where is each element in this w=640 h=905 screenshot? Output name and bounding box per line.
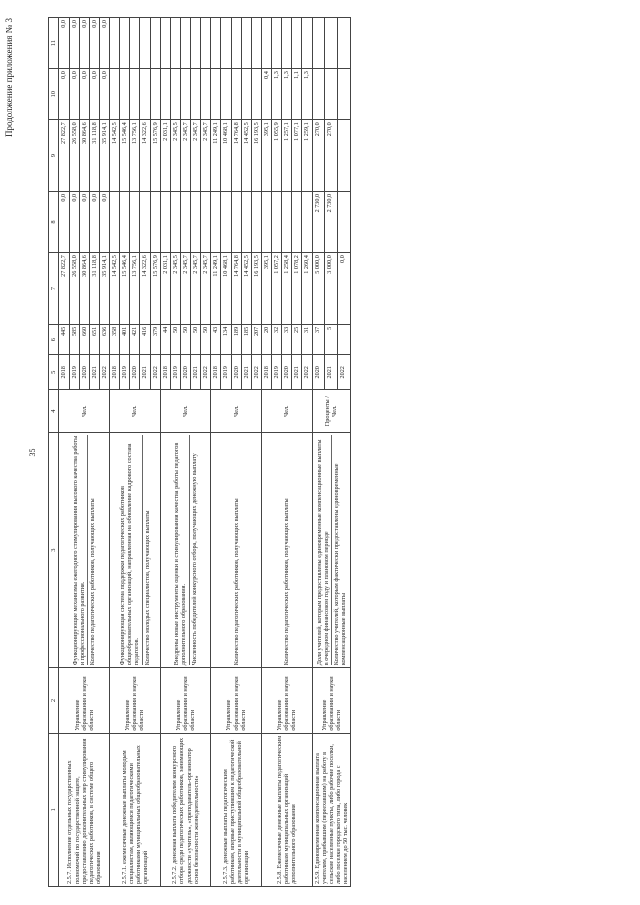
year-cell: 2021 [292,355,302,390]
total-cell: 2 345,7 [180,253,190,325]
local-budget-cell [201,69,211,120]
other-sources-cell [170,18,180,69]
year-cell: 2019 [120,355,130,390]
local-budget-cell [325,69,338,120]
federal-budget-cell [282,191,292,252]
local-budget-cell [241,69,251,120]
total-cell: 15 546,4 [120,253,130,325]
total-cell: 35 914,1 [99,253,109,325]
appendix-label: Продолжение приложения № 3 [4,18,14,138]
other-sources-cell [302,18,312,69]
total-cell: 27 822,7 [59,253,69,325]
indicator-value-cell: 651 [89,324,99,355]
other-sources-cell [231,18,241,69]
regional-budget-cell: 14 452,5 [241,120,251,192]
year-cell: 2022 [150,355,160,390]
year-cell: 2018 [211,355,221,390]
federal-budget-cell [160,191,170,252]
indicator-value-cell: 189 [231,324,241,355]
federal-budget-cell: 2 730,0 [325,191,338,252]
table-row [160,18,170,887]
regional-budget-cell: 35 914,1 [99,120,109,192]
executor-cell: Управление образования и науки области [110,668,161,733]
other-sources-cell [272,18,282,69]
total-cell: 16 193,5 [251,253,261,325]
total-cell: 1 258,4 [282,253,292,325]
year-cell: 2021 [191,355,201,390]
other-sources-cell [120,18,130,69]
local-budget-cell: 1,3 [272,69,282,120]
year-cell: 2021 [140,355,150,390]
indicator-cell [160,433,211,668]
year-cell: 2020 [231,355,241,390]
other-sources-cell [180,18,190,69]
regional-budget-cell: 16 193,5 [251,120,261,192]
indicator-value-cell: 379 [150,324,160,355]
col-header: 8 [49,191,59,252]
local-budget-cell [211,69,221,120]
indicator-cell [312,433,351,668]
indicator-text: Функционирующая система поддержки педагогических работников общеобразовательных организаций, направленная на обновление кадрового состава педагогов. [119,443,141,666]
table-body [59,18,351,887]
local-budget-cell [110,69,120,120]
year-cell: 2022 [338,355,351,390]
executor-cell: Управление образования и науки области [160,668,211,733]
local-budget-cell: 1,1 [292,69,302,120]
regional-budget-cell: 1 055,9 [272,120,282,192]
local-budget-cell: 0,0 [99,69,109,120]
indicator-value-cell: 50 [170,324,180,355]
indicator-value-cell: 50 [191,324,201,355]
indicator-value-cell: 25 [292,324,302,355]
year-cell: 2018 [160,355,170,390]
year-cell: 2022 [251,355,261,390]
local-budget-cell [231,69,241,120]
year-cell: 2018 [261,355,271,390]
year-cell: 2022 [302,355,312,390]
regional-budget-cell: 1 259,1 [302,120,312,192]
federal-budget-cell: 0,0 [89,191,99,252]
measure-name-cell: 2.5.7.3. денежные выплаты педагогическим работникам, впервые приступившим к педагогической деятельности в муниципальной общеобразовательной организации [211,733,262,886]
indicator-text: Внедрены новые инструменты оценки и стимулирования качества работы педагогов дополнительного образования. [173,442,188,666]
regional-budget-cell: 13 756,1 [130,120,140,192]
year-cell: 2020 [180,355,190,390]
indicator-value-cell: 50 [180,324,190,355]
indicator-value-cell: 358 [110,324,120,355]
indicator-value-cell: 401 [120,324,130,355]
local-budget-cell: 0,4 [261,69,271,120]
year-cell: 2019 [272,355,282,390]
indicator-cell [211,433,262,668]
other-sources-cell [338,18,351,69]
regional-budget-cell: 2 345,7 [191,120,201,192]
col-header: 11 [49,18,59,69]
total-cell: 13 756,1 [130,253,140,325]
total-cell: 31 118,8 [89,253,99,325]
executor-cell: Управление образования и науки области [211,668,262,733]
total-cell: 3 000,0 [325,253,338,325]
federal-budget-cell: 0,0 [79,191,89,252]
total-cell: 395,1 [261,253,271,325]
col-header: 6 [49,324,59,355]
unit-cell: Чел. [59,390,110,433]
indicator-text: Количество педагогических работников, получающих выплаты [283,498,291,666]
indicator-value-cell: 33 [282,324,292,355]
year-cell: 2020 [282,355,292,390]
measure-name-cell: 2.5.8. Ежемесячные денежные выплаты педагогическим работникам муниципальных организаций дополнительного образования [261,733,312,886]
year-cell: 2022 [99,355,109,390]
total-cell: 2 345,5 [170,253,180,325]
year-cell: 2019 [69,355,79,390]
federal-budget-cell [221,191,231,252]
total-cell: 1 078,2 [292,253,302,325]
regional-budget-cell: 31 118,8 [89,120,99,192]
other-sources-cell [150,18,160,69]
year-cell: 2019 [170,355,180,390]
indicator-value-cell: 20 [261,324,271,355]
local-budget-cell [170,69,180,120]
other-sources-cell [160,18,170,69]
indicator-text: Функционирующие механизмы ежегодного стимулирования высокого качества работы и профессионального развития. [72,435,87,666]
local-budget-cell [338,69,351,120]
indicator-value-cell: 207 [251,324,261,355]
other-sources-cell: 0,0 [69,18,79,69]
unit-cell: Чел. [110,390,161,433]
federal-budget-cell: 0,0 [69,191,79,252]
regional-budget-cell: 15 546,4 [120,120,130,192]
indicator-value-cell: 44 [160,324,170,355]
federal-budget-cell [338,191,351,252]
total-cell: 2 031,1 [160,253,170,325]
regional-budget-cell: 2 345,7 [180,120,190,192]
federal-budget-cell [150,191,160,252]
other-sources-cell: 0,0 [89,18,99,69]
regional-budget-cell: 2 345,5 [170,120,180,192]
indicator-value-cell: 43 [211,324,221,355]
table-row [110,18,120,887]
regional-budget-cell: 270,0 [312,120,325,192]
other-sources-cell [201,18,211,69]
total-cell: 14 452,5 [241,253,251,325]
unit-cell: Чел. [261,390,312,433]
regional-budget-cell: 11 249,1 [211,120,221,192]
federal-budget-cell [292,191,302,252]
federal-budget-cell [130,191,140,252]
federal-budget-cell [170,191,180,252]
other-sources-cell [140,18,150,69]
budget-table [48,17,351,887]
indicator-value-cell: 134 [221,324,231,355]
federal-budget-cell: 2 730,0 [312,191,325,252]
other-sources-cell [191,18,201,69]
local-budget-cell [130,69,140,120]
local-budget-cell [120,69,130,120]
regional-budget-cell: 27 822,7 [59,120,69,192]
total-cell: 15 576,9 [150,253,160,325]
local-budget-cell: 0,0 [79,69,89,120]
col-header: 7 [49,253,59,325]
year-cell: 2021 [325,355,338,390]
unit-cell: Чел. [211,390,262,433]
total-cell: 14 764,8 [231,253,241,325]
indicator-value-cell [338,324,351,355]
other-sources-cell [130,18,140,69]
indicator-value-cell: 5 [325,324,338,355]
measure-name-cell: 2.5.7.1. ежемесячные денежные выплаты молодым специалистам, являющимся педагогическими работниками муниципальных общеобразовательных организаций [110,733,161,886]
local-budget-cell [180,69,190,120]
col-header: 9 [49,120,59,192]
table-row [312,18,325,887]
local-budget-cell [191,69,201,120]
year-cell: 2020 [312,355,325,390]
federal-budget-cell [261,191,271,252]
indicator-cell [261,433,312,668]
measure-name-cell: 2.5.9. Единовременная компенсационная выплата учителям, прибывшим (переехавшим) на работу в сельские населенные пункты, либо рабочие поселки, либо поселки городского типа, либо города с населением до 50 тыс. человек [312,733,351,886]
col-header: 1 [49,733,59,886]
regional-budget-cell: 14 322,6 [140,120,150,192]
col-header: 5 [49,355,59,390]
other-sources-cell [282,18,292,69]
indicator-value-cell: 445 [59,324,69,355]
total-cell: 30 864,6 [79,253,89,325]
federal-budget-cell [302,191,312,252]
year-cell: 2019 [221,355,231,390]
local-budget-cell [221,69,231,120]
other-sources-cell [325,18,338,69]
local-budget-cell [150,69,160,120]
indicator-value-cell: 31 [302,324,312,355]
local-budget-cell: 0,0 [59,69,69,120]
page-number: 35 [28,448,37,457]
indicator-text: Количество молодых специалистов, получающих выплаты [142,435,151,665]
total-cell: 1 260,4 [302,253,312,325]
total-cell: 0,0 [338,253,351,325]
table-row [261,18,271,887]
total-cell: 1 057,2 [272,253,282,325]
regional-budget-cell: 395,1 [261,120,271,192]
other-sources-cell [251,18,261,69]
other-sources-cell [221,18,231,69]
federal-budget-cell [120,191,130,252]
local-budget-cell: 0,0 [89,69,99,120]
indicator-value-cell: 421 [130,324,140,355]
federal-budget-cell [110,191,120,252]
federal-budget-cell [201,191,211,252]
other-sources-cell [241,18,251,69]
regional-budget-cell: 30 864,6 [79,120,89,192]
federal-budget-cell: 0,0 [59,191,69,252]
col-header: 10 [49,69,59,120]
year-cell: 2020 [79,355,89,390]
regional-budget-cell: 26 558,0 [69,120,79,192]
regional-budget-cell: 14 764,8 [231,120,241,192]
indicator-text: Доля учителей, которым предоставлены единовременные компенсационные выплаты в очередном финансовом году и плановом периоде [315,439,330,666]
other-sources-cell: 0,0 [59,18,69,69]
local-budget-cell [160,69,170,120]
local-budget-cell: 0,0 [69,69,79,120]
year-cell: 2021 [89,355,99,390]
total-cell: 2 345,7 [201,253,211,325]
other-sources-cell [211,18,221,69]
year-cell: 2022 [201,355,211,390]
regional-budget-cell: 1 077,1 [292,120,302,192]
executor-cell: Управление образования и науки области [261,668,312,733]
local-budget-cell: 1,3 [302,69,312,120]
total-cell: 26 558,0 [69,253,79,325]
federal-budget-cell [231,191,241,252]
federal-budget-cell [272,191,282,252]
regional-budget-cell: 1 257,1 [282,120,292,192]
total-cell: 2 345,7 [191,253,201,325]
executor-cell: Управление образования и науки области [59,668,110,733]
regional-budget-cell: 10 468,1 [221,120,231,192]
col-header: 3 [49,433,59,668]
indicator-value-cell: 585 [69,324,79,355]
other-sources-cell [312,18,325,69]
year-cell: 2021 [241,355,251,390]
regional-budget-cell: 14 542,5 [110,120,120,192]
measure-name-cell: 2.5.7. Исполнение отдельных государственных полномочий по государственной защите, предоставлению дополнительных мер стимулирования педагогических работников, в системе общего образования [59,733,110,886]
year-cell: 2018 [110,355,120,390]
indicator-value-cell: 37 [312,324,325,355]
federal-budget-cell: 0,0 [99,191,109,252]
total-cell: 10 468,1 [221,253,231,325]
col-header: 2 [49,668,59,733]
total-cell: 11 249,1 [211,253,221,325]
total-cell: 5 000,0 [312,253,325,325]
indicator-text: Численность победителей конкурсного отбора, получающих денежную выплату [189,435,198,665]
unit-cell: Чел. [160,390,211,433]
federal-budget-cell [241,191,251,252]
other-sources-cell [110,18,120,69]
federal-budget-cell [191,191,201,252]
federal-budget-cell [251,191,261,252]
indicator-text: Количество педагогических работников, получающих выплаты [232,498,240,666]
other-sources-cell [261,18,271,69]
other-sources-cell: 0,0 [99,18,109,69]
federal-budget-cell [211,191,221,252]
year-cell: 2020 [130,355,140,390]
total-cell: 14 322,6 [140,253,150,325]
federal-budget-cell [140,191,150,252]
total-cell: 14 542,5 [110,253,120,325]
local-budget-cell [140,69,150,120]
unit-cell: Проценты / Чел. [312,390,351,433]
indicator-value-cell: 32 [272,324,282,355]
regional-budget-cell [338,120,351,192]
executor-cell: Управление образования и науки области [312,668,351,733]
regional-budget-cell: 270,0 [325,120,338,192]
regional-budget-cell: 15 576,9 [150,120,160,192]
table-row [59,18,69,887]
indicator-cell [59,433,110,668]
other-sources-cell: 0,0 [79,18,89,69]
regional-budget-cell: 2 345,7 [201,120,211,192]
year-cell: 2018 [59,355,69,390]
indicator-cell [110,433,161,668]
local-budget-cell: 1,3 [282,69,292,120]
federal-budget-cell [180,191,190,252]
local-budget-cell [312,69,325,120]
indicator-value-cell: 660 [79,324,89,355]
indicator-text: Количество учителей, которым фактически предоставлены единовременные компенсационные выплаты [331,435,347,665]
regional-budget-cell: 2 031,1 [160,120,170,192]
indicator-value-cell: 416 [140,324,150,355]
indicator-value-cell: 185 [241,324,251,355]
indicator-value-cell: 636 [99,324,109,355]
measure-name-cell: 2.5.7.2. денежная выплата победителям конкурсного отбора среди педагогических работников, занимающих должности «учитель», «преподаватель-организатор основ безопасности жизнедеятельности» [160,733,211,886]
indicator-text: Количество педагогических работников, получающих выплаты [87,435,96,665]
other-sources-cell [292,18,302,69]
local-budget-cell [251,69,261,120]
col-header: 4 [49,390,59,433]
table-row [211,18,221,887]
column-number-row [49,18,59,887]
indicator-value-cell: 50 [201,324,211,355]
